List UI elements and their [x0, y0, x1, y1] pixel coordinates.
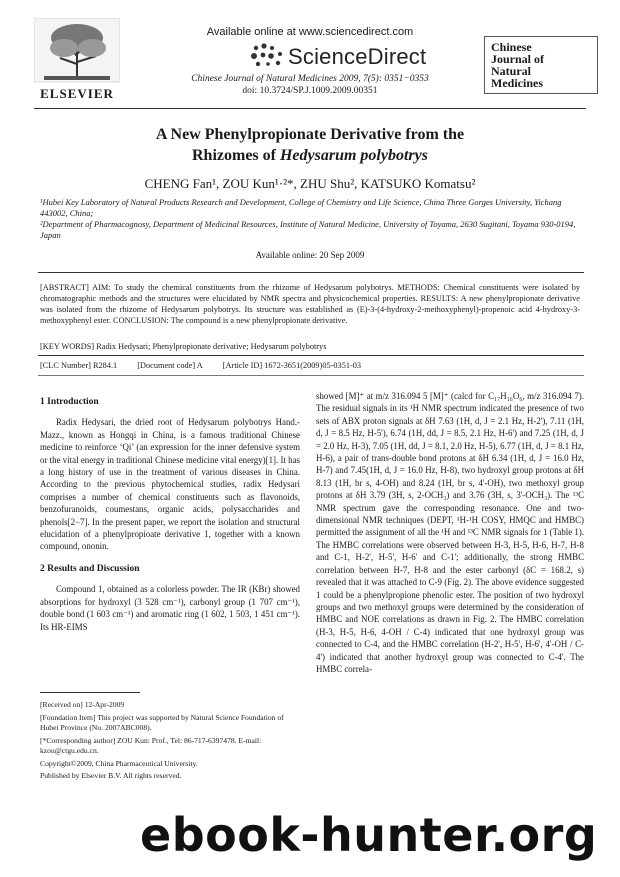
footnote-copyright: Copyright©2009, China Pharmaceutical University.	[40, 758, 198, 768]
available-online-banner: Available online at www.sciencedirect.com	[206, 26, 414, 38]
clc-number: [CLC Number] R284.1	[40, 361, 118, 370]
journal-line: Natural	[491, 64, 531, 78]
journal-name-block	[484, 36, 598, 94]
watermark-text: ebook-hunter.org	[140, 808, 598, 862]
header-divider	[34, 108, 586, 109]
author-list: CHENG Fan¹, ZOU Kun¹·²*, ZHU Shu², KATSUKO Komatsu²	[144, 176, 476, 191]
sciencedirect-wordmark: ScienceDirect	[288, 44, 427, 69]
introduction-paragraph: Radix Hedysari, the dried root of Hedysarum polybotrys Hand.-Mazz., known as Hongqi in China, is a famous traditional Chinese medicine to reinforce ‘Qi’ (an expression for the inner defensive system or the vital energy in traditional Chinese medicine vital energy)[1]. It has a long history of use in the treatment of various diseases in China. According to the previous phytochemical studies, radix Hedysari comprises a number of chemical constituents such as flavonoids, benzofuranoids, coumestans, organic acids, polysaccharides and phenols[2−7]. In the present paper, we report the isolation and structural elucidation of a phenylpropioate derivative 1, together with a known compound, ononin.	[40, 417, 300, 552]
keywords: [KEY WORDS] Radix Hedysari; Phenylpropionate derivative; Hedysarum polybotrys	[40, 342, 327, 351]
publisher-name: ELSEVIER	[40, 86, 114, 101]
footnote-published: Published by Elsevier B.V. All rights reserved.	[40, 771, 182, 780]
affiliations	[40, 197, 580, 241]
right-column	[316, 390, 584, 675]
footnote-corresponding: [*Corresponding author] ZOU Kun: Prof., Tel: 86-717-6397478. E-mail: kzou@ctgu.edu.cn.	[40, 735, 262, 755]
results-continued-paragraph: showed [M]⁺ at m/z 316.094 5 [M]⁺ (calcd for C₁₇H₁₆O₆, m/z 316.094 7). The residual signals in its ¹H NMR spectrum indicated the presence of two sets of ABX proton signals at δH 7.63 (1H, d, J = 2.1 Hz, H-2'), 7.11 (1H, d, J = 8.5 Hz, H-5'), 6.74 (1H, dd, J = 8.5, 2.1 Hz, H-6') and 7.25 (1H, d, J = 2.0 Hz, H-3), 7.05 (1H, dd, J = 8.1, 2.0 Hz, H-5), 6.77 (1H, d, J = 8.1 Hz, H-6), a pair of trans-double bond protons at δH 6.34 (1H, d, J = 16.0 Hz, H-7) and 7.45(1H, d, J = 16.0 Hz, H-8), two hydroxyl group protons at δH 8.13 (1H, br s, 4-OH) and 8.24 (1H, br s, 4'-OH), two methoxyl group protons at δH 3.79 (3H, s, 2-OCH₃) and 3.76 (3H, s, 3'-OCH₃). The ¹³C NMR spectrum gave the corresponding resonance. One and two-dimensional NMR techniques (DEPT, ¹H-¹H COSY, HMQC and HMBC) permitted the assignment of all the ¹H and ¹³C NMR signals for 1 (Table 1). The HMBC correlations were observed between H-3, H-5, H-6, H-7, H-8 and C-1, H-2', H-5', H-6' and C-1'; additionally, the strong HMBC correlation between H-7, H-8 and the ester carbonyl (δC = 168.2, s) revealed that it was attached to C-9 (Fig. 2). The above evidence suggested 1 could be a phenylpropione phenolic ester. The position of two hydroxyl groups and two methoxyl groups were determined by the consideration of HMBC and NOE correlations as drawn in Fig. 2. The HMBC correlation (H-3, H-5, H-6, 4-OH / C-4) indicated that one hydroxyl group was connected to C-4, and the HMBC correlation (H-2', H-5', H-6', 4'-OH / C-4') indicated that another hydroxyl group was connected to C-4'. The HMBC correla-	[316, 391, 584, 674]
affiliation-1: ¹Hubei Key Laboratory of Natural Products Research and Development, College of Chemistry and Life Science, China Three Gorges University, Yichang 443002, China;	[40, 197, 562, 218]
abstract-divider	[38, 375, 584, 376]
footnote-received: [Received on] 12-Apr-2009	[40, 700, 125, 709]
title-line-1: A New Phenylpropionate Derivative from the	[155, 126, 465, 143]
left-column	[40, 394, 300, 643]
footnote-foundation: [Foundation Item] This project was supported by Natural Science Foundation of Hubei Province (No. 2007ABC008).	[40, 712, 284, 732]
footnotes	[40, 700, 300, 784]
classification-row	[40, 361, 580, 370]
article-id: [Article ID] 1672-3651(2009)05-0351-03	[222, 361, 362, 370]
doi: doi: 10.3724/SP.J.1009.2009.00351	[242, 86, 378, 96]
journal-line: Chinese	[491, 40, 532, 54]
journal-line: Medicines	[491, 76, 543, 90]
abstract-text: [ABSTRACT] AIM: To study the chemical constituents from the rhizome of Hedysarum polybotrys. METHODS: Chemical constituents were isolated by chromatographic methods and the structures were elucidated by NMR spectra and physicochemical properties. RESULTS: A new phenylpropionate derivative was isolated from the rhizome of Hedysarum polybotrys. Its structure was established as (E)-3-(4-hydroxy-2-methoxyphenyl)-propenoic acid 4-hydroxy-3-methoxyphenyl ester. CONCLUSION: The compound is a new phenylpropionate derivative.	[40, 283, 580, 325]
journal-citation: Chinese Journal of Natural Medicines 2009, 7(5): 0351−0353	[191, 74, 429, 84]
title-line-2	[40, 145, 580, 166]
journal-line: Journal of	[491, 52, 545, 66]
results-paragraph: Compound 1, obtained as a colorless powder. The IR (KBr) showed absorptions for hydroxyl (3 528 cm⁻¹), carbonyl group (1 707 cm⁻¹), double bond (1 603 cm⁻¹) and aromatic ring (1 602, 1 503, 1 451 cm⁻¹). Its HR-EIMS	[40, 584, 300, 632]
article-title	[40, 124, 580, 166]
affiliation-2: ²Department of Pharmacognosy, Department of Medicinal Resources, Institute of Natural Medicine, University of Toyama, 2630 Sugitani, Toyama 930-0194, Japan	[40, 219, 576, 240]
title-species: Hedysarum polybotrys	[279, 147, 428, 164]
section-heading-introduction: 1 Introduction	[40, 397, 99, 407]
elsevier-tree-logo	[34, 18, 120, 94]
footnote-divider	[40, 692, 140, 693]
title-line-2-prefix: Rhizomes of	[192, 147, 280, 164]
sciencedirect-dots-icon	[248, 42, 288, 70]
document-code: [Document code] A	[137, 361, 203, 370]
section-heading-results: 2 Results and Discussion	[40, 563, 140, 574]
available-date: Available online: 20 Sep 2009	[255, 250, 365, 260]
